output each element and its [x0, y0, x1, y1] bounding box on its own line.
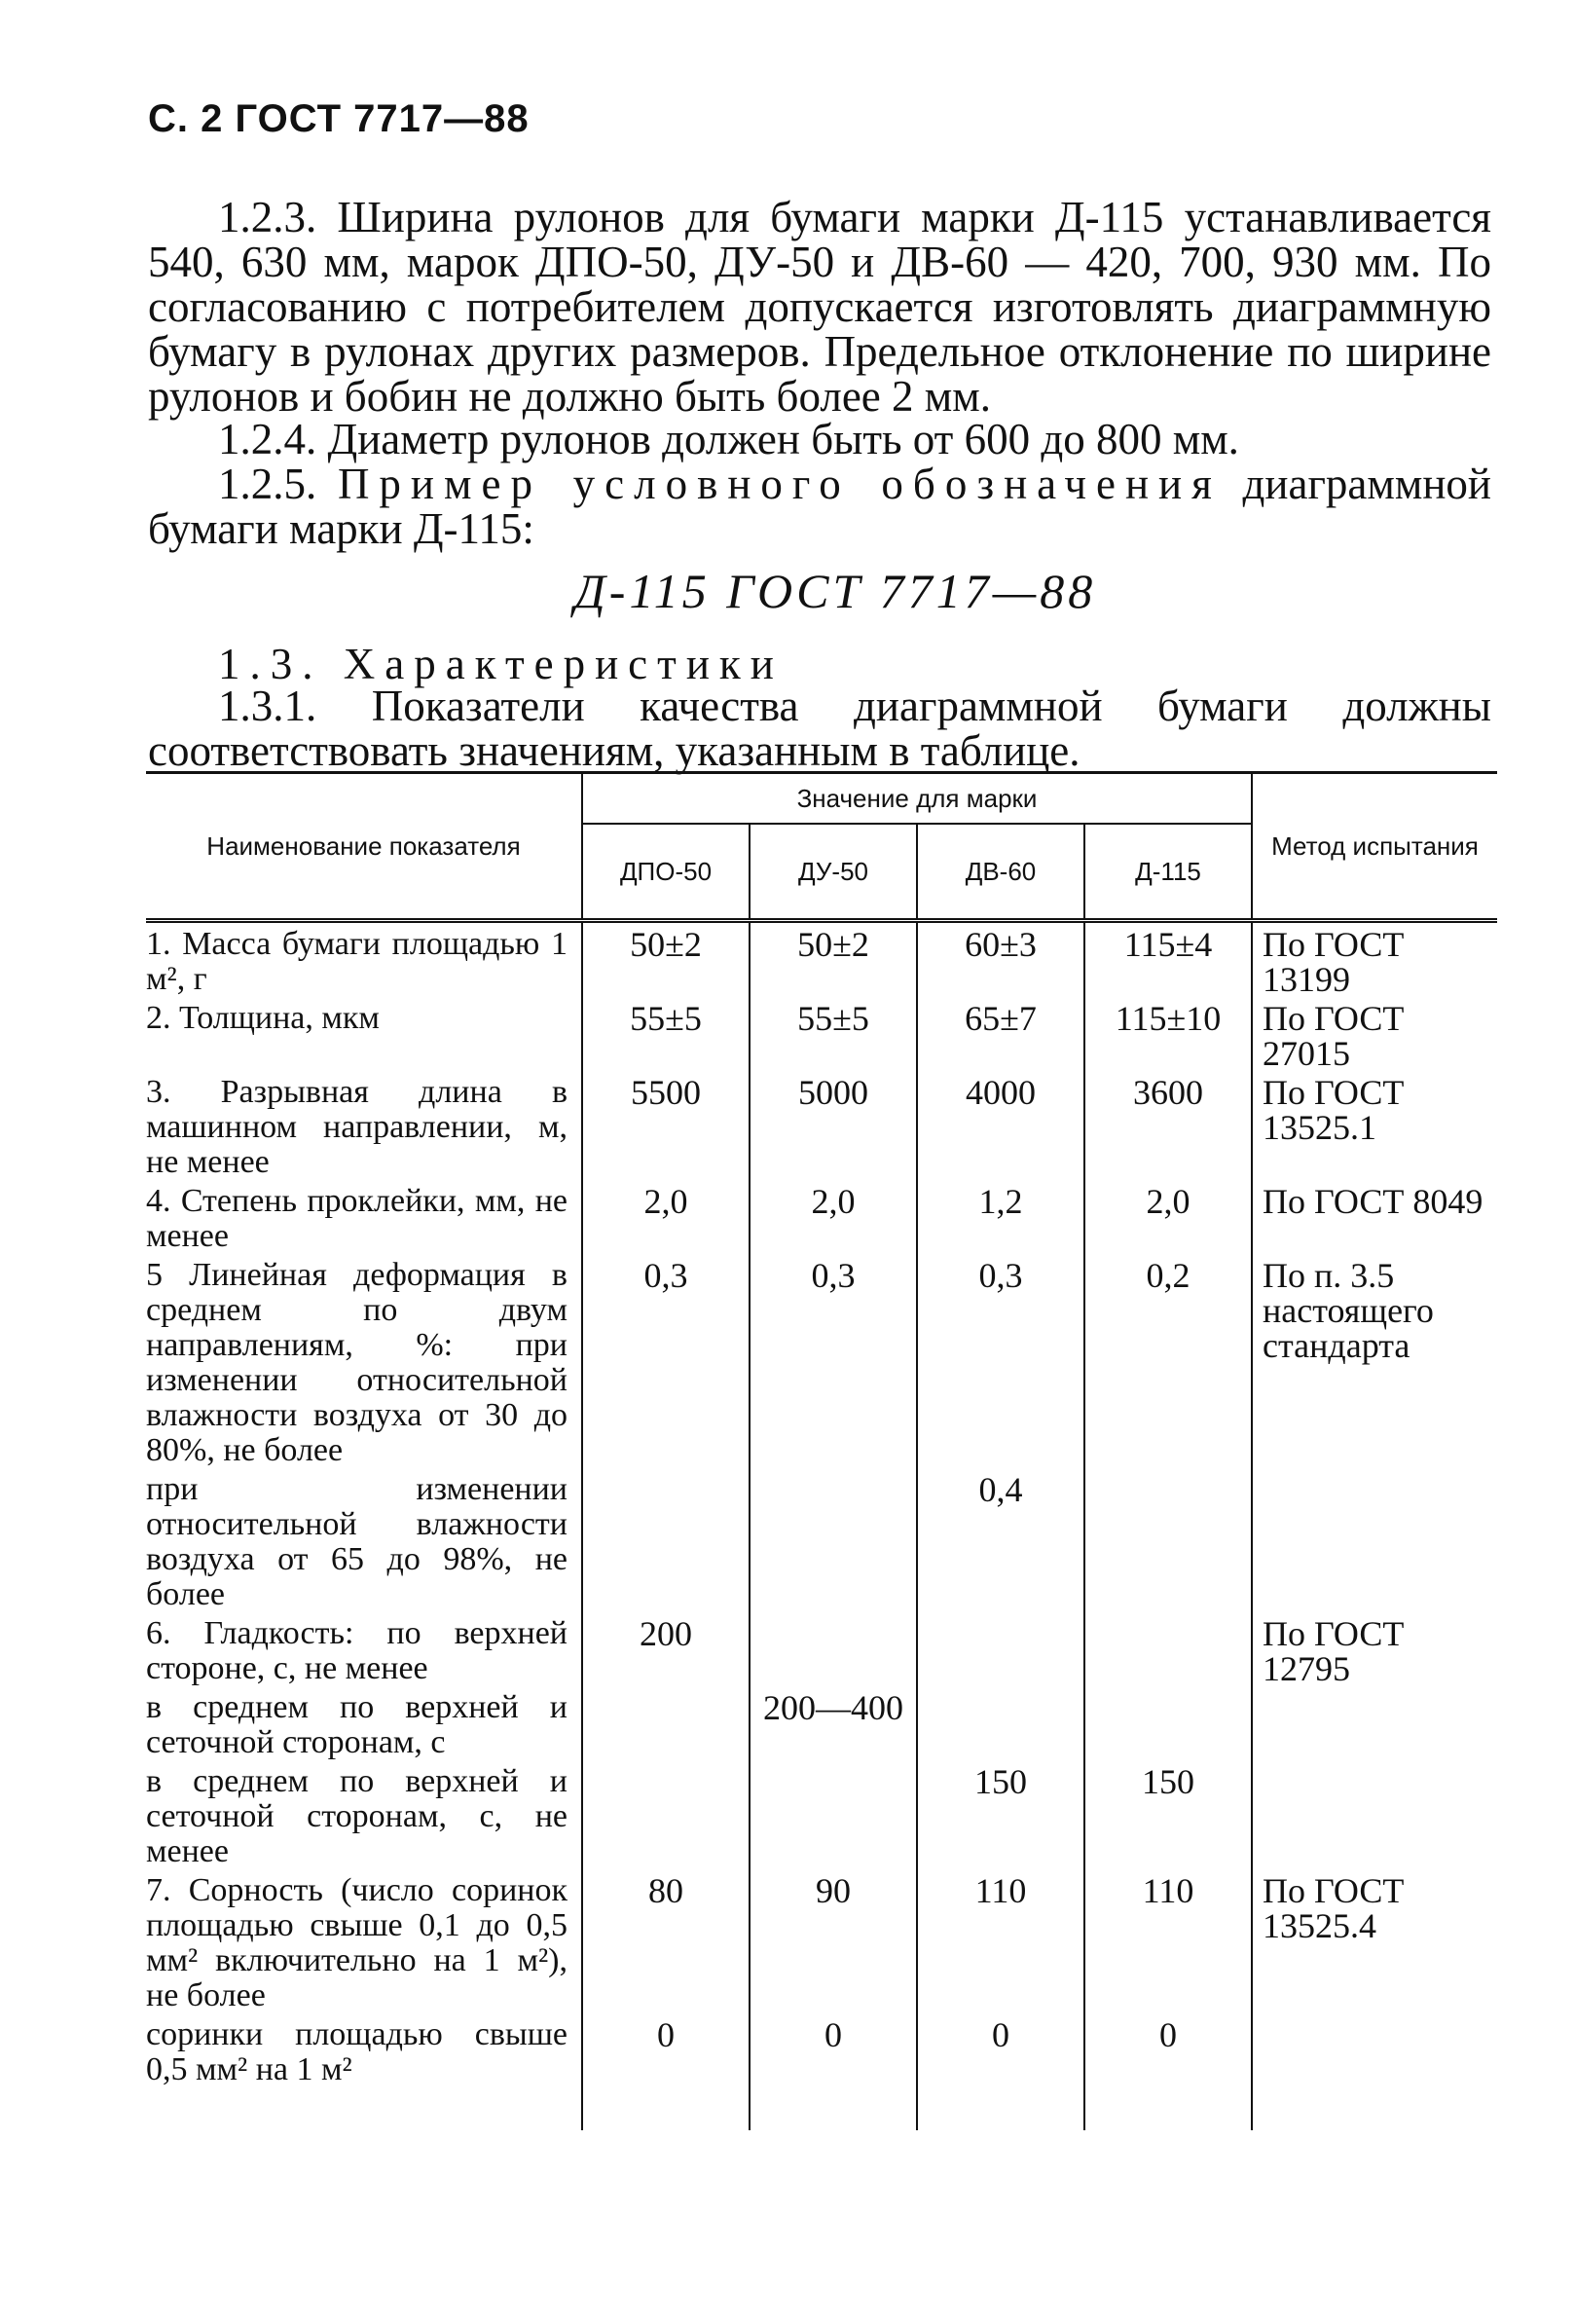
- row-name: 7. Сорность (число соринок площадью свыше 0,1 до 0,5 мм² включительно на 1 м²), не более: [146, 1872, 568, 2013]
- table-row: [146, 1071, 1497, 1180]
- row-value: 0,3: [750, 1254, 917, 1468]
- paragraph-1-2-4: 1.2.4. Диаметр рулонов должен быть от 600 до 800 мм.: [218, 415, 1239, 463]
- paragraph-1-2-5-spaced-text: Пример условного обозначения: [337, 460, 1222, 508]
- row-value: [1084, 1468, 1252, 1612]
- row-value: 110: [1084, 1869, 1252, 2013]
- row-value: 4000: [917, 1071, 1084, 1180]
- row-value: 90: [750, 1869, 917, 2013]
- table-row: [146, 997, 1497, 1071]
- spacer-cell: [750, 2087, 917, 2130]
- table-row: [146, 2013, 1497, 2087]
- paragraph-1-2-3: 1.2.3. Ширина рулонов для бумаги марки Д-115 устанавливается 540, 630 мм, марок ДПО-50, ДУ-50 и ДВ-60 — 420, 700, 930 мм. По согласованию с потребителем допускается изготовлять диаграммную бумагу в рулонах других размеров. Предельное отклонение по ширине рулонов и бобин не должно быть более 2 мм.: [148, 193, 1491, 421]
- row-method: [1252, 1468, 1497, 1612]
- spacer-cell: [917, 2087, 1084, 2130]
- row-value: 3600: [1084, 1071, 1252, 1180]
- spacer-cell: [146, 2087, 582, 2130]
- header-grade: ДУ-50: [750, 824, 917, 921]
- header-grade: Д-115: [1084, 824, 1252, 921]
- row-value: [750, 1760, 917, 1869]
- row-value: [917, 1612, 1084, 1686]
- row-value: 150: [1084, 1760, 1252, 1869]
- row-value: 150: [917, 1760, 1084, 1869]
- row-value: 115±10: [1084, 997, 1252, 1071]
- row-value: 5000: [750, 1071, 917, 1180]
- row-method: По ГОСТ 27015: [1252, 997, 1497, 1071]
- row-name: 1. Масса бумаги площадью 1 м², г: [146, 926, 568, 997]
- row-value: [750, 1468, 917, 1612]
- row-value: 5500: [582, 1071, 750, 1180]
- row-name: 6. Гладкость: по верхней стороне, с, не менее: [146, 1615, 568, 1686]
- row-name: 2. Толщина, мкм: [146, 1000, 380, 1036]
- row-value: 0,3: [917, 1254, 1084, 1468]
- row-value: [582, 1468, 750, 1612]
- row-method: По ГОСТ 12795: [1252, 1612, 1497, 1686]
- row-name: в среднем по верхней и сеточной сторонам, с: [146, 1689, 568, 1760]
- header-grade-group: Значение для марки: [582, 773, 1252, 825]
- row-value: 110: [917, 1869, 1084, 2013]
- row-value: 0,4: [917, 1468, 1084, 1612]
- row-value: [750, 1612, 917, 1686]
- header-indicator-name: Наименование показателя: [146, 773, 582, 921]
- header-grade: ДВ-60: [917, 824, 1084, 921]
- row-method: [1252, 2013, 1497, 2087]
- row-method: [1252, 1686, 1497, 1760]
- row-value: [917, 1686, 1084, 1760]
- row-method: По ГОСТ 13199: [1252, 921, 1497, 998]
- spacer-cell: [1252, 2087, 1497, 2130]
- row-value: 0: [917, 2013, 1084, 2087]
- row-method: По п. 3.5 настоящего стандарта: [1252, 1254, 1497, 1468]
- table-row: [146, 1254, 1497, 1468]
- row-value: 200—400: [750, 1686, 917, 1760]
- row-value: [582, 1686, 750, 1760]
- row-value: 200: [582, 1612, 750, 1686]
- row-name: при изменении относительной влажности воздуха от 65 до 98%, не более: [146, 1471, 568, 1612]
- designation-example: Д-115 ГОСТ 7717—88: [574, 564, 1097, 618]
- paragraph-1-2-5-rest: диаграммной бумаги марки Д-115:: [148, 460, 1492, 553]
- spacer-cell: [582, 2087, 750, 2130]
- row-value: 0,3: [582, 1254, 750, 1468]
- row-name: в среднем по верхней и сеточной сторонам, с, не менее: [146, 1763, 568, 1869]
- row-value: 50±2: [750, 921, 917, 998]
- table-row: [146, 1869, 1497, 2013]
- table-row: [146, 1760, 1497, 1869]
- table-row: [146, 1686, 1497, 1760]
- row-name: 3. Разрывная длина в машинном направлении, м, не менее: [146, 1074, 568, 1180]
- paragraph-1-2-5-number: 1.2.5.: [218, 460, 317, 508]
- row-name: 5 Линейная деформация в среднем по двум направлениям, %: при изменении относительной влажности воздуха от 30 до 80%, не более: [146, 1257, 568, 1468]
- row-value: 2,0: [582, 1180, 750, 1254]
- row-value: 60±3: [917, 921, 1084, 998]
- section-heading-1-3: 1.3. Характеристики: [218, 640, 784, 688]
- row-method: [1252, 1760, 1497, 1869]
- row-name: соринки площадью свыше 0,5 мм² на 1 м²: [146, 2016, 568, 2087]
- table-header: [146, 773, 1497, 921]
- table-row: [146, 1612, 1497, 1686]
- row-method: По ГОСТ 13525.1: [1252, 1071, 1497, 1180]
- page-header: С. 2 ГОСТ 7717—88: [148, 97, 530, 140]
- header-test-method: Метод испытания: [1271, 831, 1479, 861]
- row-name: 4. Степень проклейки, мм, не менее: [146, 1183, 568, 1254]
- row-value: 55±5: [750, 997, 917, 1071]
- table-row-spacer: [146, 2087, 1497, 2130]
- quality-table: [146, 771, 1497, 2130]
- row-value: 50±2: [582, 921, 750, 998]
- row-method: По ГОСТ 13525.4: [1252, 1869, 1497, 2013]
- row-value: [1084, 1612, 1252, 1686]
- row-method: По ГОСТ 8049: [1252, 1180, 1497, 1254]
- row-value: 2,0: [750, 1180, 917, 1254]
- row-value: 80: [582, 1869, 750, 2013]
- row-value: 0,2: [1084, 1254, 1252, 1468]
- row-value: 0: [582, 2013, 750, 2087]
- row-value: [1084, 1686, 1252, 1760]
- table-row: [146, 921, 1497, 998]
- row-value: 115±4: [1084, 921, 1252, 998]
- row-value: 0: [1084, 2013, 1252, 2087]
- table-row: [146, 1468, 1497, 1612]
- table-row: [146, 1180, 1497, 1254]
- row-value: 0: [750, 2013, 917, 2087]
- header-grade: ДПО-50: [582, 824, 750, 921]
- row-value: 65±7: [917, 997, 1084, 1071]
- paragraph-1-2-5: [148, 461, 1491, 551]
- paragraph-1-3-1: 1.3.1. Показатели качества диаграммной бумаги должны соответствовать значениям, указанным в таблице.: [148, 682, 1491, 775]
- row-value: 55±5: [582, 997, 750, 1071]
- row-value: 1,2: [917, 1180, 1084, 1254]
- row-value: 2,0: [1084, 1180, 1252, 1254]
- table-body: [146, 921, 1497, 2131]
- row-value: [582, 1760, 750, 1869]
- spacer-cell: [1084, 2087, 1252, 2130]
